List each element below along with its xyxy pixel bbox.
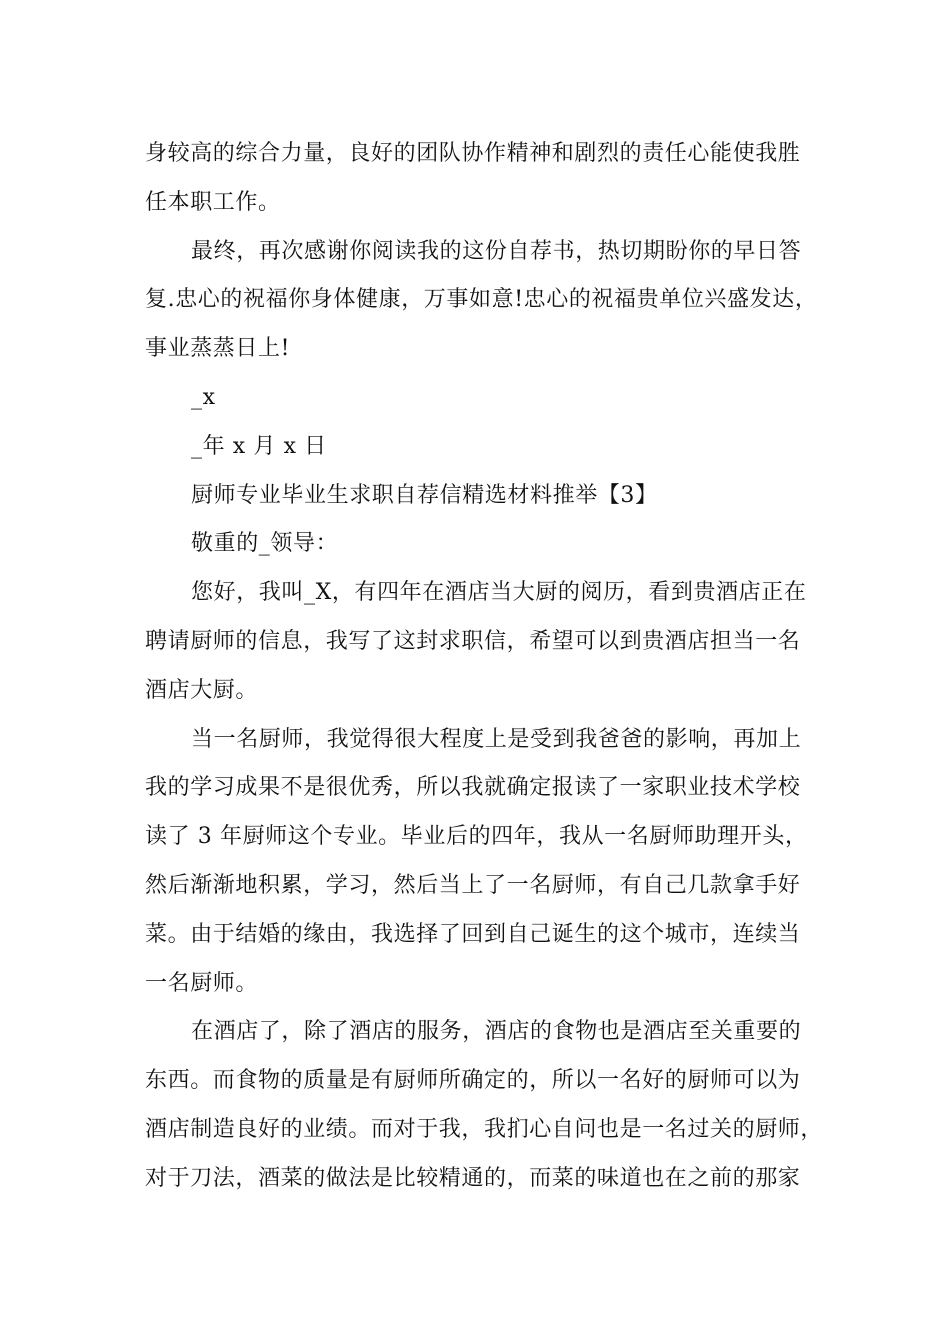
text-line: 复.忠心的祝福你身体健康，万事如意!忠心的祝福贵单位兴盛发达， <box>145 287 818 313</box>
text-line: 菜。由于结婚的缘由，我选择了回到自己诞生的这个城市，连续当 <box>145 921 801 947</box>
document-body <box>145 130 825 1204</box>
salutation: 敬重的_领导： <box>191 531 339 557</box>
text-line: 您好，我叫_X，有四年在酒店当大厨的阅历，看到贵酒店正在 <box>191 580 807 606</box>
text-line: 身较高的综合力量，良好的团队协作精神和剧烈的责任心能使我胜 <box>145 141 801 166</box>
text-line: 读了 3 年厨师这个专业。毕业后的四年，我从一名厨师助理开头， <box>145 824 808 850</box>
text-line: 一名厨师。 <box>145 970 259 996</box>
text-line: 东西。而食物的质量是有厨师所确定的，所以一名好的厨师可以为 <box>145 1068 801 1094</box>
text-line: 任本职工作。 <box>145 189 281 215</box>
text-line: 当一名厨师，我觉得很大程度上是受到我爸爸的影响，再加上 <box>191 726 802 752</box>
text-line: 在酒店了，除了酒店的服务，酒店的食物也是酒店至关重要的 <box>191 1019 802 1045</box>
text-line: 然后渐渐地积累，学习，然后当上了一名厨师，有自己几款拿手好 <box>145 872 801 898</box>
text-line: 对于刀法，酒菜的做法是比较精通的，而菜的味道也在之前的那家 <box>145 1165 801 1191</box>
text-line: 酒店制造良好的业绩。而对于我，我扪心自问也是一名过关的厨师， <box>145 1116 824 1142</box>
text-line: 酒店大厨。 <box>145 677 259 703</box>
text-line: 事业蒸蒸日上! <box>145 336 291 362</box>
signature-name: _x <box>191 384 216 410</box>
text-line: 最终，再次感谢你阅读我的这份自荐书，热切期盼你的早日答 <box>191 238 802 264</box>
text-line: 聘请厨师的信息，我写了这封求职信，希望可以到贵酒店担当一名 <box>145 628 801 654</box>
signature-date: _年 x 月 x 日 <box>191 433 327 459</box>
section-title: 厨师专业毕业生求职自荐信精选材料推举【3】 <box>191 482 658 508</box>
text-line: 我的学习成果不是很优秀，所以我就确定报读了一家职业技术学校 <box>145 775 801 801</box>
